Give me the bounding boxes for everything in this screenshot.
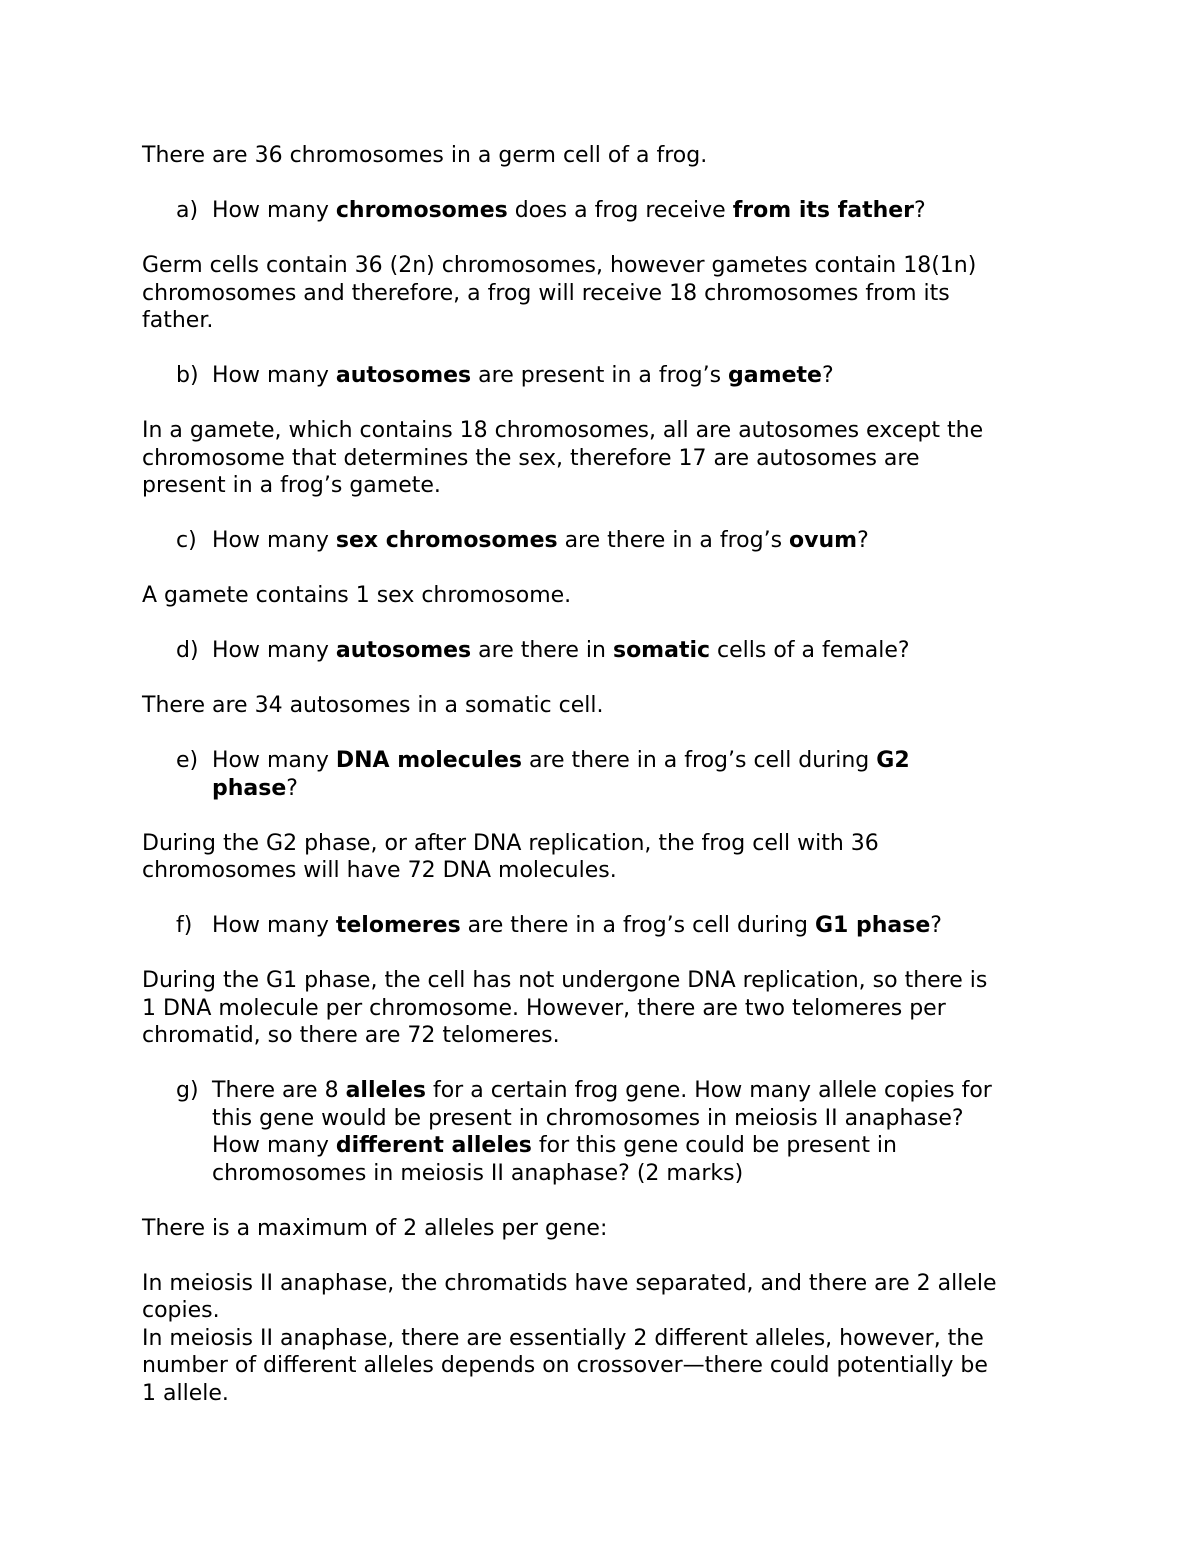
answer-c xyxy=(142,582,1062,610)
answer-line: present in a frog’s gamete. xyxy=(142,473,441,498)
question-text-part: How many xyxy=(212,913,336,938)
answer-line: In a gamete, which contains 18 chromosomes, all are autosomes except the xyxy=(142,418,984,443)
answer-g xyxy=(142,1215,1062,1243)
answer-line: During the G1 phase, the cell has not undergone DNA replication, so there is xyxy=(142,968,988,993)
answer-line: chromosomes will have 72 DNA molecules. xyxy=(142,858,617,883)
answer-line: father. xyxy=(142,308,214,333)
question-line xyxy=(212,1160,1062,1188)
question-text xyxy=(212,197,1062,225)
question-text-part: cells of a female? xyxy=(710,638,910,663)
answer-f xyxy=(142,967,1062,1050)
question-label: a) xyxy=(176,198,199,223)
question-b xyxy=(142,362,1062,390)
question-line xyxy=(212,747,1062,775)
question-bold-term: gamete xyxy=(728,363,822,388)
question-bold-term: somatic xyxy=(612,638,711,663)
question-line xyxy=(212,1132,1062,1160)
question-text-part: There are 8 xyxy=(212,1078,346,1103)
question-f xyxy=(142,912,1062,940)
question-bold-term: telomeres xyxy=(335,913,461,938)
question-g xyxy=(142,1077,1062,1187)
question-bold-term: autosomes xyxy=(335,363,472,388)
question-text-part: this gene would be present in chromosomes in meiosis II anaphase? xyxy=(212,1105,964,1131)
question-text-part: How many xyxy=(212,528,336,553)
answer-line: In meiosis II anaphase, the chromatids have separated, and there are 2 allele xyxy=(142,1270,997,1296)
question-label: f) xyxy=(176,913,193,938)
answer-line: chromatid, so there are 72 telomeres. xyxy=(142,1023,560,1048)
document-page xyxy=(142,142,1062,1435)
question-text-part: are there in a frog’s cell during xyxy=(521,748,877,773)
question-text-part: ? xyxy=(286,775,298,801)
question-bold-term: alleles xyxy=(345,1078,426,1103)
question-line xyxy=(212,775,1062,803)
intro-line: There are 36 chromosomes in a germ cell of a frog. xyxy=(142,143,708,168)
question-text xyxy=(212,1077,1062,1187)
question-c xyxy=(142,527,1062,555)
question-text-part: for this gene could be present in xyxy=(531,1133,897,1158)
question-text-part: are there in a frog’s cell during xyxy=(460,913,815,938)
question-line xyxy=(212,1105,1062,1133)
question-label: c) xyxy=(176,528,197,553)
question-bold-term: G2 xyxy=(876,748,910,773)
question-text-part: ? xyxy=(821,363,834,388)
question-a xyxy=(142,197,1062,225)
question-e xyxy=(142,747,1062,802)
question-text-part: How many xyxy=(212,363,336,388)
answer-a xyxy=(142,252,1062,335)
question-text xyxy=(212,527,1062,555)
question-label: b) xyxy=(176,363,199,388)
question-text-part: How many xyxy=(212,198,336,223)
answer-line: 1 allele. xyxy=(142,1380,229,1406)
question-text-part: chromosomes in meiosis II anaphase? (2 marks) xyxy=(212,1160,744,1186)
question-label: d) xyxy=(176,638,199,663)
question-text-part: How many xyxy=(212,638,336,663)
question-label: e) xyxy=(176,748,199,773)
answer-line: There are 34 autosomes in a somatic cell. xyxy=(142,693,604,718)
question-text-part: are present in a frog’s xyxy=(471,363,729,388)
question-text-part: does a frog receive xyxy=(507,198,733,223)
question-d xyxy=(142,637,1062,665)
question-bold-term: ovum xyxy=(789,528,858,553)
question-text-part: How many xyxy=(212,1133,336,1158)
question-bold-term: G1 phase xyxy=(814,913,931,938)
question-text-part: ? xyxy=(930,913,942,938)
final-answer xyxy=(142,1270,1062,1408)
question-text-part: ? xyxy=(857,528,869,553)
question-bold-term: different alleles xyxy=(335,1133,532,1158)
answer-line: Germ cells contain 36 (2n) chromosomes, however gametes contain 18(1n) xyxy=(142,253,977,278)
question-text xyxy=(212,747,1062,802)
answer-line: There is a maximum of 2 alleles per gene: xyxy=(142,1215,608,1241)
answer-d xyxy=(142,692,1062,720)
answer-line: chromosome that determines the sex, therefore 17 are autosomes are xyxy=(142,445,920,471)
answer-line: chromosomes and therefore, a frog will receive 18 chromosomes from its xyxy=(142,280,950,306)
answer-line: copies. xyxy=(142,1298,220,1323)
question-bold-term: chromosomes xyxy=(335,198,508,223)
question-bold-term: from its father xyxy=(732,198,915,223)
answer-line: 1 DNA molecule per chromosome. However, there are two telomeres per xyxy=(142,995,946,1021)
question-bold-term: autosomes xyxy=(335,638,472,663)
question-text-part: are there in a frog’s xyxy=(557,528,790,553)
answer-line: During the G2 phase, or after DNA replication, the frog cell with 36 xyxy=(142,830,879,856)
question-bold-term: phase xyxy=(212,775,287,801)
question-text-part: ? xyxy=(914,198,926,223)
question-label: g) xyxy=(176,1078,199,1103)
question-text-part: are there in xyxy=(471,638,613,663)
question-text xyxy=(212,637,1062,665)
question-text xyxy=(212,912,1062,940)
question-bold-term: DNA molecules xyxy=(335,748,522,773)
answer-line: A gamete contains 1 sex chromosome. xyxy=(142,583,572,608)
question-text-part: How many xyxy=(212,748,336,773)
question-text xyxy=(212,362,1062,390)
question-bold-term: sex chromosomes xyxy=(335,528,558,553)
answer-line: In meiosis II anaphase, there are essentially 2 different alleles, however, the xyxy=(142,1325,984,1351)
answer-b xyxy=(142,417,1062,500)
question-text-part: for a certain frog gene. How many allele copies for xyxy=(425,1078,992,1103)
intro-text xyxy=(142,142,1062,170)
question-line xyxy=(212,1077,1062,1105)
answer-e xyxy=(142,830,1062,885)
answer-line: number of different alleles depends on crossover—there could potentially be xyxy=(142,1353,988,1378)
